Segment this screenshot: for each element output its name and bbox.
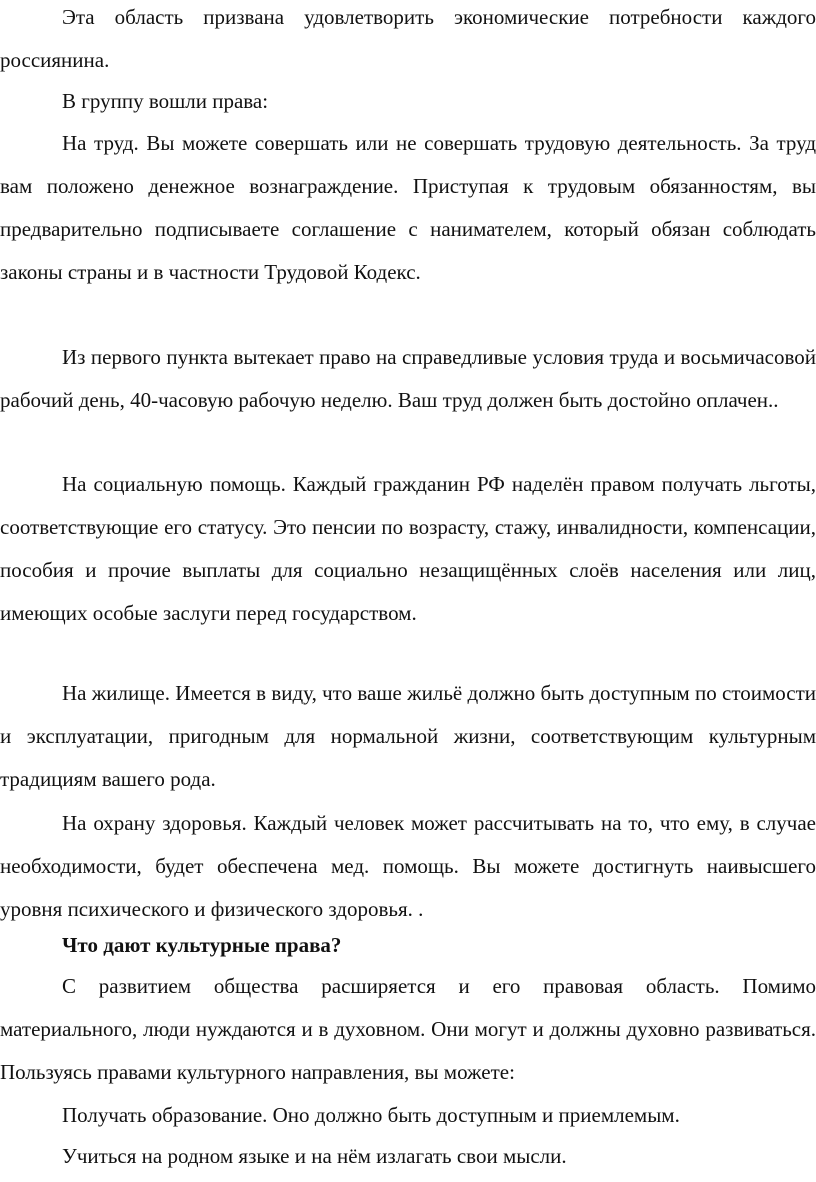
paragraph-health-protection: На охрану здоровья. Каждый человек может рассчитывать на то, что ему, в случае необходимости, будет обеспечена мед. помощь. Вы можете достигнуть наивысшего уровня психического и физического здоровья. . — [0, 811, 816, 921]
paragraph-education: Получать образование. Оно должно быть доступным и приемлемым. — [62, 1103, 680, 1127]
heading-cultural-rights: Что дают культурные права? — [62, 933, 342, 957]
paragraph-native-language: Учиться на родном языке и на нём излагать свои мысли. — [62, 1144, 567, 1168]
paragraph-rights-group: В группу вошли права: — [62, 89, 269, 113]
paragraph-working-conditions: Из первого пункта вытекает право на справедливые условия труда и восьмичасовой рабочий день, 40-часовую рабочую неделю. Ваш труд должен быть достойно оплачен.. — [0, 345, 816, 412]
paragraph-social-assistance: На социальную помощь. Каждый гражданин РФ наделён правом получать льготы, соответствующие его статусу. Это пенсии по возрасту, стажу, инвалидности, компенсации, пособия и прочие выплаты для социально незащищённых слоёв населения или лиц, имеющих особые заслуги перед государством. — [0, 472, 816, 625]
paragraph-right-to-work: На труд. Вы можете совершать или не совершать трудовую деятельность. За труд вам положено денежное вознаграждение. Приступая к трудовым обязанностям, вы предварительно подписываете соглашение с нанимателем, который обязан соблюдать законы страны и в частности Трудовой Кодекс. — [0, 131, 816, 284]
paragraph-housing: На жилище. Имеется в виду, что ваше жильё должно быть доступным по стоимости и эксплуатации, пригодным для нормальной жизни, соответствующим культурным традициям вашего рода. — [0, 681, 816, 791]
paragraph-cultural-development: С развитием общества расширяется и его правовая область. Помимо материального, люди нуждаются и в духовном. Они могут и должны духовно развиваться. Пользуясь правами культурного направления, вы можете: — [0, 974, 816, 1084]
paragraph-economic-area: Эта область призвана удовлетворить экономические потребности каждого россиянина. — [0, 5, 816, 72]
